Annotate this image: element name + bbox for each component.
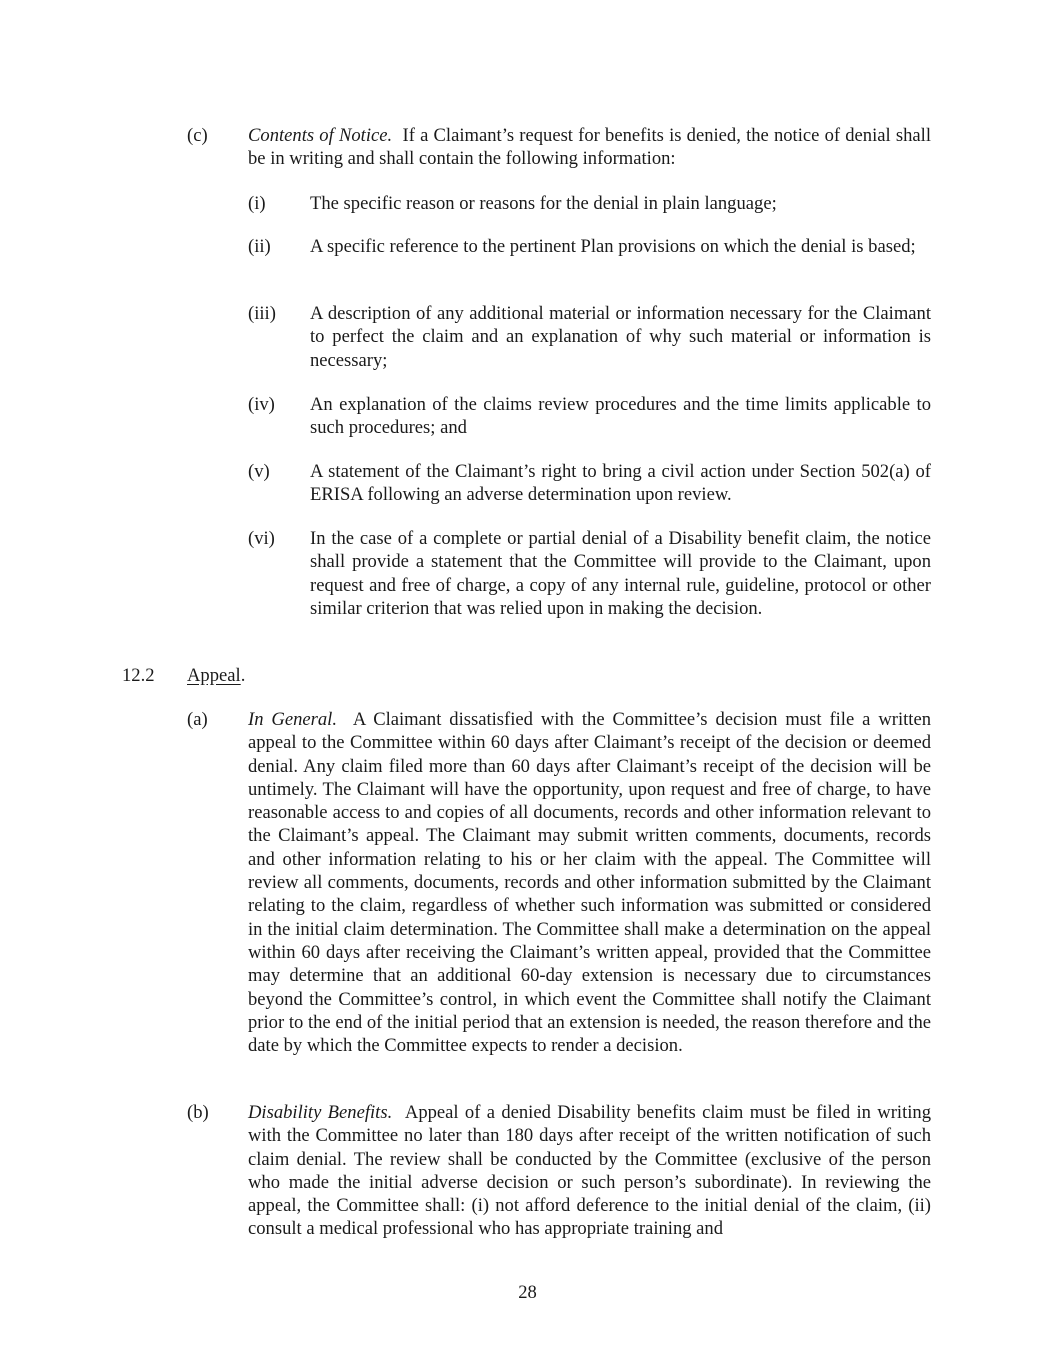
- list-item-text: A statement of the Claimant’s right to bring a civil action under Section 502(a) of ERISA following an adverse determination upon review.: [310, 461, 931, 506]
- list-item-text: In the case of a complete or partial denial of a Disability benefit claim, the notice shall provide a statement that the Committee will provide to the Claimant, upon request and free of charge, a copy of any internal rule, guideline, protocol or other similar criterion that was relied upon in making the decision.: [310, 528, 931, 619]
- list-item: [0, 527, 1055, 645]
- appeal-b-body: Appeal of a denied Disability benefits claim must be filed in writing with the Committee no later than 180 days after receipt of the written notification of such claim denial. The review shall be conducted by the Committee (exclusive of the person who made the initial adverse decision or such person’s subordinate). In reviewing the appeal, the Committee shall: (i) not afford deference to the initial denial of the claim, (ii) consult a medical professional who has appropriate training and: [248, 1102, 932, 1240]
- appeal-b-label: (b): [187, 1102, 209, 1123]
- appeal-b: [0, 1101, 1055, 1251]
- section-c-paragraph: [248, 124, 931, 171]
- list-item-label: (iv): [248, 394, 275, 415]
- list-item-label: (iii): [248, 303, 276, 324]
- list-item-text: A specific reference to the pertinent Plan provisions on which the denial is based;: [310, 236, 916, 257]
- section-12-2-heading: [0, 664, 1055, 688]
- appeal-b-paragraph: [248, 1101, 931, 1241]
- appeal-a: [0, 708, 1055, 1080]
- list-item-label: (ii): [248, 236, 271, 257]
- list-item: [0, 192, 1055, 216]
- list-item-text: The specific reason or reasons for the denial in plain language;: [310, 193, 777, 214]
- list-item-text: A description of any additional material or information necessary for the Claimant to perfect the claim and an explanation of why such material or information is necessary;: [310, 303, 931, 371]
- list-item: [0, 393, 1055, 441]
- section-title: [187, 664, 245, 687]
- section-c-heading: Contents of Notice.: [248, 125, 393, 146]
- section-title-text: Appeal: [187, 665, 241, 686]
- section-c: [0, 124, 1055, 172]
- list-item-label: (i): [248, 193, 266, 214]
- section-number: 12.2: [122, 665, 155, 686]
- list-item-label: (vi): [248, 528, 275, 549]
- list-item: [0, 235, 1055, 283]
- appeal-a-body: A Claimant dissatisfied with the Committee’s decision must file a written appeal to the Committee within 60 days after Claimant’s receipt of the decision or deemed denial. Any claim filed more than 60 days after Claimant’s receipt of the decision will be untimely. The Claimant will have the opportunity, upon request and free of charge, to have reasonable access to and copies of all documents, records and other information relevant to the Claimant’s appeal. The Claimant may submit written comments, documents, records and other information relating to his or her claim with the appeal. The Committee will review all comments, documents, records and other information submitted by the Claimant relating to the claim, regardless of whether such information was submitted or considered in the initial claim determination. The Committee shall make a determination on the appeal within 60 days after receiving the Claimant’s written appeal, provided that the Committee may determine that an additional 60-day extension is necessary due to circumstances beyond the Committee’s control, in which event the Committee shall notify the Claimant prior to the end of the initial period that an extension is needed, the reason therefore and the date by which the Committee expects to render a decision.: [248, 709, 931, 1057]
- section-c-body: If a Claimant’s request for benefits is denied, the notice of denial shall be in writing and shall contain the following information:: [248, 125, 931, 170]
- list-item: [0, 460, 1055, 508]
- section-c-label: (c): [187, 125, 208, 146]
- page-number: 28: [518, 1282, 537, 1303]
- list-item-text: An explanation of the claims review procedures and the time limits applicable to such procedures; and: [310, 394, 931, 439]
- appeal-a-label: (a): [187, 709, 208, 730]
- appeal-a-heading: In General.: [248, 709, 337, 730]
- list-item-label: (v): [248, 461, 270, 482]
- section-title-suffix: .: [240, 665, 246, 686]
- appeal-a-paragraph: [248, 708, 931, 1057]
- appeal-b-heading: Disability Benefits.: [248, 1102, 393, 1123]
- list-item: [0, 302, 1055, 374]
